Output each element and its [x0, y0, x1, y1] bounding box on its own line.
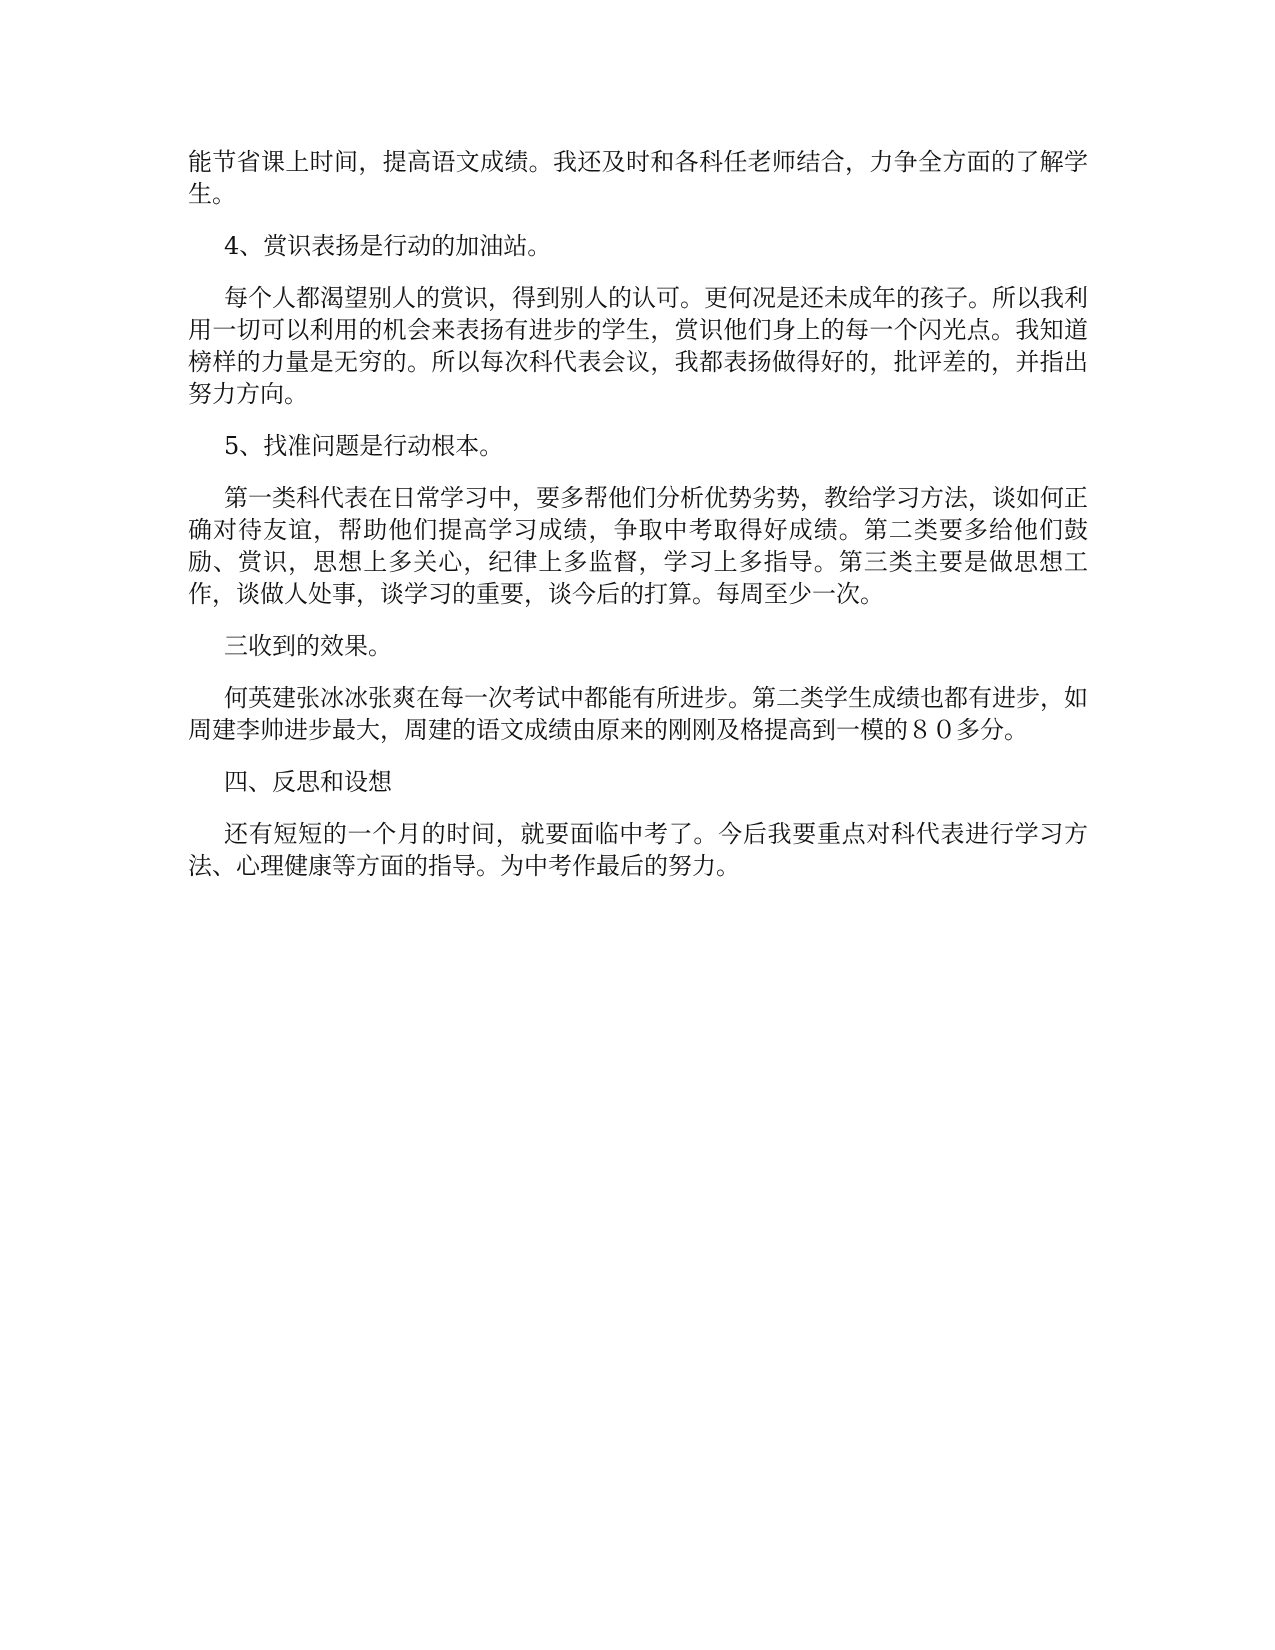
paragraph-results: 何英建张冰冰张爽在每一次考试中都能有所进步。第二类学生成绩也都有进步，如周建李帅进步最大，周建的语文成绩由原来的刚刚及格提高到一模的８０多分。: [188, 684, 1088, 744]
section-heading-results: 三收到的效果。: [224, 632, 392, 660]
section-heading-problems: 5、找准问题是行动根本。: [224, 432, 504, 460]
document-body: [188, 146, 1088, 902]
paragraph-reflection: 还有短短的一个月的时间，就要面临中考了。今后我要重点对科代表进行学习方法、心理健康等方面的指导。为中考作最后的努力。: [188, 820, 1088, 880]
paragraph-continuation: 能节省课上时间，提高语文成绩。我还及时和各科任老师结合，力争全方面的了解学生。: [188, 148, 1088, 208]
section-heading-reflection: 四、反思和设想: [224, 768, 392, 796]
paragraph-problems: 第一类科代表在日常学习中，要多帮他们分析优势劣势，教给学习方法，谈如何正确对待友谊，帮助他们提高学习成绩，争取中考取得好成绩。第二类要多给他们鼓励、赏识，思想上多关心，纪律上多监督，学习上多指导。第三类主要是做思想工作，谈做人处事，谈学习的重要，谈今后的打算。每周至少一次。: [188, 484, 1088, 608]
section-heading-praise: 4、赏识表扬是行动的加油站。: [224, 232, 552, 260]
paragraph-praise: 每个人都渴望别人的赏识，得到别人的认可。更何况是还未成年的孩子。所以我利用一切可以利用的机会来表扬有进步的学生，赏识他们身上的每一个闪光点。我知道榜样的力量是无穷的。所以每次科代表会议，我都表扬做得好的，批评差的，并指出努力方向。: [188, 284, 1088, 408]
